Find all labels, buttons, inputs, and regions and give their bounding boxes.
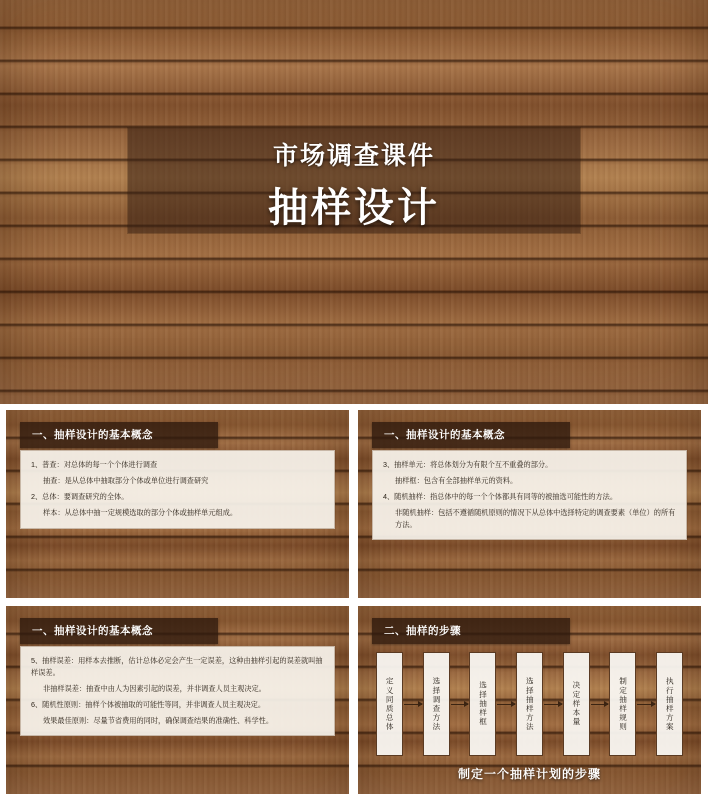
flow-step (469, 652, 496, 756)
flow-step (423, 652, 450, 756)
body-line: 6、随机性原则：抽样个体被抽取的可能性等同，并非调查人员主观决定。 (31, 699, 266, 709)
flow-arrow-icon (544, 704, 562, 705)
flow-arrow-icon (637, 704, 655, 705)
slide-body (20, 646, 335, 736)
slide-body (20, 450, 335, 529)
body-line: 抽样框：包含有全部抽样单元的资料。 (395, 475, 518, 485)
slide-body (372, 450, 687, 540)
flow-step-label: 执行抽样方案 (665, 676, 675, 732)
slide-concepts-3[interactable] (6, 606, 349, 794)
slide-grid (0, 404, 708, 800)
slide-header: 一、抽样设计的基本概念 (20, 422, 218, 448)
flow-arrow-icon (497, 704, 515, 705)
slide-header: 一、抽样设计的基本概念 (20, 618, 218, 644)
flow-step-label: 制定抽样规则 (618, 676, 628, 732)
slide-header: 二、抽样的步骤 (372, 618, 570, 644)
body-line: 抽查：是从总体中抽取部分个体或单位进行调查研究 (43, 475, 209, 485)
body-line: 1、普查：对总体的每一个个体进行调查 (31, 460, 158, 469)
body-line: 非随机抽样：包括不遵循随机原则的情况下从总体中选择特定的调查要素（单位）的所有方法。 (395, 507, 676, 529)
flow-step-label: 选择调查方法 (431, 676, 441, 732)
body-line: 非抽样误差：抽查中由人为因素引起的误差，并非调查人员主观决定。 (43, 683, 266, 693)
flow-arrow-icon (591, 704, 609, 705)
body-line: 样本：从总体中抽一定规模选取的部分个体或抽样单元组成。 (43, 507, 238, 517)
flow-caption: 制定一个抽样计划的步骤 (457, 767, 601, 781)
flow-step (376, 652, 403, 756)
slide-concepts-2[interactable] (358, 410, 701, 598)
flow-step-label: 定义同质总体 (385, 676, 395, 732)
flow-arrow-icon (451, 704, 469, 705)
flow-step-label: 选择抽样方法 (525, 676, 535, 732)
flow-step-label: 决定样本量 (571, 681, 581, 727)
body-line: 4、随机抽样：指总体中的每一个个体都具有同等的被抽选可能性的方法。 (383, 491, 618, 501)
flow-diagram (376, 652, 683, 756)
body-line: 5、抽样误差：用样本去推断，估计总体必定会产生一定误差，这种由抽样引起的误差就叫抽样误差。 (31, 656, 323, 677)
flow-step (516, 652, 543, 756)
flow-step (656, 652, 683, 756)
slide-concepts-1[interactable] (6, 410, 349, 598)
flow-step-label: 选择抽样框 (478, 681, 488, 727)
title-subtitle: 市场调查课件 (272, 142, 435, 170)
body-line: 3、抽样单元：将总体划分为有限个互不重叠的部分。 (383, 460, 553, 469)
body-line: 2、总体：要调查研究的全体。 (31, 491, 129, 501)
slide-sampling-steps[interactable] (358, 606, 701, 794)
flow-step (563, 652, 590, 756)
body-line: 效果最佳原则：尽量节省费用的同时，确保调查结果的准确性、科学性。 (43, 715, 274, 725)
flow-arrow-icon (404, 704, 422, 705)
title-main: 抽样设计 (268, 186, 440, 230)
slide-header: 一、抽样设计的基本概念 (372, 422, 570, 448)
flow-step (609, 652, 636, 756)
